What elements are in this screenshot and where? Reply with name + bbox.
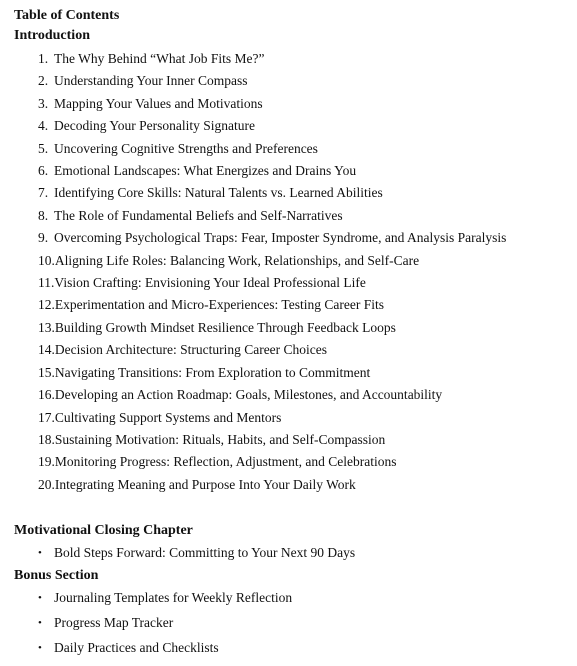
- chapter-number: 6.: [38, 163, 49, 179]
- chapter-number: 10.: [38, 252, 55, 268]
- chapter-number: 19.: [38, 454, 55, 470]
- list-item: [14, 611, 570, 636]
- chapter-title: Developing an Action Roadmap: Goals, Milestones, and Accountability: [54, 387, 443, 403]
- chapter-item: [14, 205, 570, 227]
- chapter-title: Cultivating Support Systems and Mentors: [54, 409, 282, 425]
- chapter-item: [14, 160, 570, 182]
- list-item: [14, 541, 570, 566]
- list-item: [14, 636, 570, 661]
- chapter-title: Building Growth Mindset Resilience Through Feedback Loops: [54, 319, 396, 335]
- chapter-item: [14, 138, 570, 160]
- chapter-title: Identifying Core Skills: Natural Talents vs. Learned Abilities: [54, 185, 383, 201]
- chapter-number: 4.: [38, 118, 49, 134]
- chapter-item: [14, 93, 570, 115]
- chapter-title: The Role of Fundamental Beliefs and Self-Narratives: [54, 207, 343, 223]
- chapter-number: 13.: [38, 319, 55, 335]
- chapter-title: Experimentation and Micro-Experiences: Testing Career Fits: [54, 297, 384, 313]
- chapter-item: [14, 70, 570, 92]
- chapter-list: [14, 48, 570, 496]
- chapter-title: Monitoring Progress: Reflection, Adjustment, and Celebrations: [54, 454, 397, 470]
- chapter-item: [14, 451, 570, 473]
- chapter-number: 2.: [38, 73, 49, 89]
- chapter-title: Emotional Landscapes: What Energizes and Drains You: [54, 163, 357, 179]
- chapter-item: [14, 474, 570, 496]
- chapter-item: [14, 115, 570, 137]
- introduction-heading: Introduction: [14, 28, 90, 43]
- closing-chapter-list: [14, 541, 570, 566]
- chapter-item: [14, 339, 570, 361]
- bullet-icon: •: [38, 617, 42, 630]
- chapter-title: Understanding Your Inner Compass: [54, 73, 248, 89]
- chapter-number: 12.: [38, 297, 55, 313]
- chapter-title: Uncovering Cognitive Strengths and Preferences: [54, 140, 318, 156]
- bonus-section-list: [14, 586, 570, 661]
- chapter-number: 15.: [38, 364, 55, 380]
- chapter-number: 11.: [38, 275, 55, 291]
- toc-title: Table of Contents: [14, 8, 120, 23]
- bonus-item-text: Progress Map Tracker: [54, 615, 174, 631]
- closing-item-text: Bold Steps Forward: Committing to Your Next 90 Days: [54, 545, 356, 561]
- chapter-item: [14, 48, 570, 70]
- bullet-icon: •: [38, 642, 42, 655]
- bullet-icon: •: [38, 547, 42, 560]
- chapter-item: [14, 227, 570, 249]
- chapter-number: 20.: [38, 476, 55, 492]
- chapter-title: Vision Crafting: Envisioning Your Ideal Professional Life: [54, 275, 366, 291]
- bonus-item-text: Journaling Templates for Weekly Reflection: [54, 590, 293, 606]
- chapter-title: Integrating Meaning and Purpose Into Your Daily Work: [54, 476, 356, 492]
- chapter-number: 1.: [38, 51, 49, 66]
- chapter-item: [14, 182, 570, 204]
- chapter-number: 17.: [38, 409, 55, 425]
- chapter-number: 8.: [38, 207, 49, 223]
- chapter-title: Navigating Transitions: From Exploration to Commitment: [54, 364, 371, 380]
- chapter-number: 3.: [38, 95, 49, 111]
- chapter-title: Sustaining Motivation: Rituals, Habits, and Self-Compassion: [54, 431, 386, 447]
- chapter-number: 9.: [38, 230, 49, 246]
- chapter-number: 16.: [38, 387, 55, 403]
- section-spacer: [14, 496, 570, 521]
- closing-chapter-heading: Motivational Closing Chapter: [14, 523, 193, 539]
- bullet-icon: •: [38, 592, 42, 605]
- chapter-item: [14, 407, 570, 429]
- bonus-section-heading: Bonus Section: [14, 568, 99, 584]
- chapter-item: [14, 272, 570, 294]
- chapter-title: The Why Behind “What Job Fits Me?”: [54, 51, 265, 66]
- bonus-item-text: Daily Practices and Checklists: [54, 640, 219, 656]
- list-item: [14, 586, 570, 611]
- chapter-number: 18.: [38, 431, 55, 447]
- chapter-item: [14, 250, 570, 272]
- chapter-title: Decision Architecture: Structuring Career Choices: [54, 342, 328, 358]
- chapter-item: [14, 362, 570, 384]
- chapter-title: Overcoming Psychological Traps: Fear, Imposter Syndrome, and Analysis Paralysis: [54, 230, 507, 246]
- chapter-title: Mapping Your Values and Motivations: [54, 95, 263, 111]
- table-of-contents: [14, 6, 570, 661]
- chapter-item: [14, 384, 570, 406]
- chapter-title: Decoding Your Personality Signature: [54, 118, 255, 134]
- chapter-item: [14, 429, 570, 451]
- chapter-item: [14, 317, 570, 339]
- chapter-number: 5.: [38, 140, 49, 156]
- chapter-number: 7.: [38, 185, 49, 201]
- chapter-number: 14.: [38, 342, 55, 358]
- chapter-title: Aligning Life Roles: Balancing Work, Relationships, and Self-Care: [54, 252, 420, 268]
- chapter-item: [14, 294, 570, 316]
